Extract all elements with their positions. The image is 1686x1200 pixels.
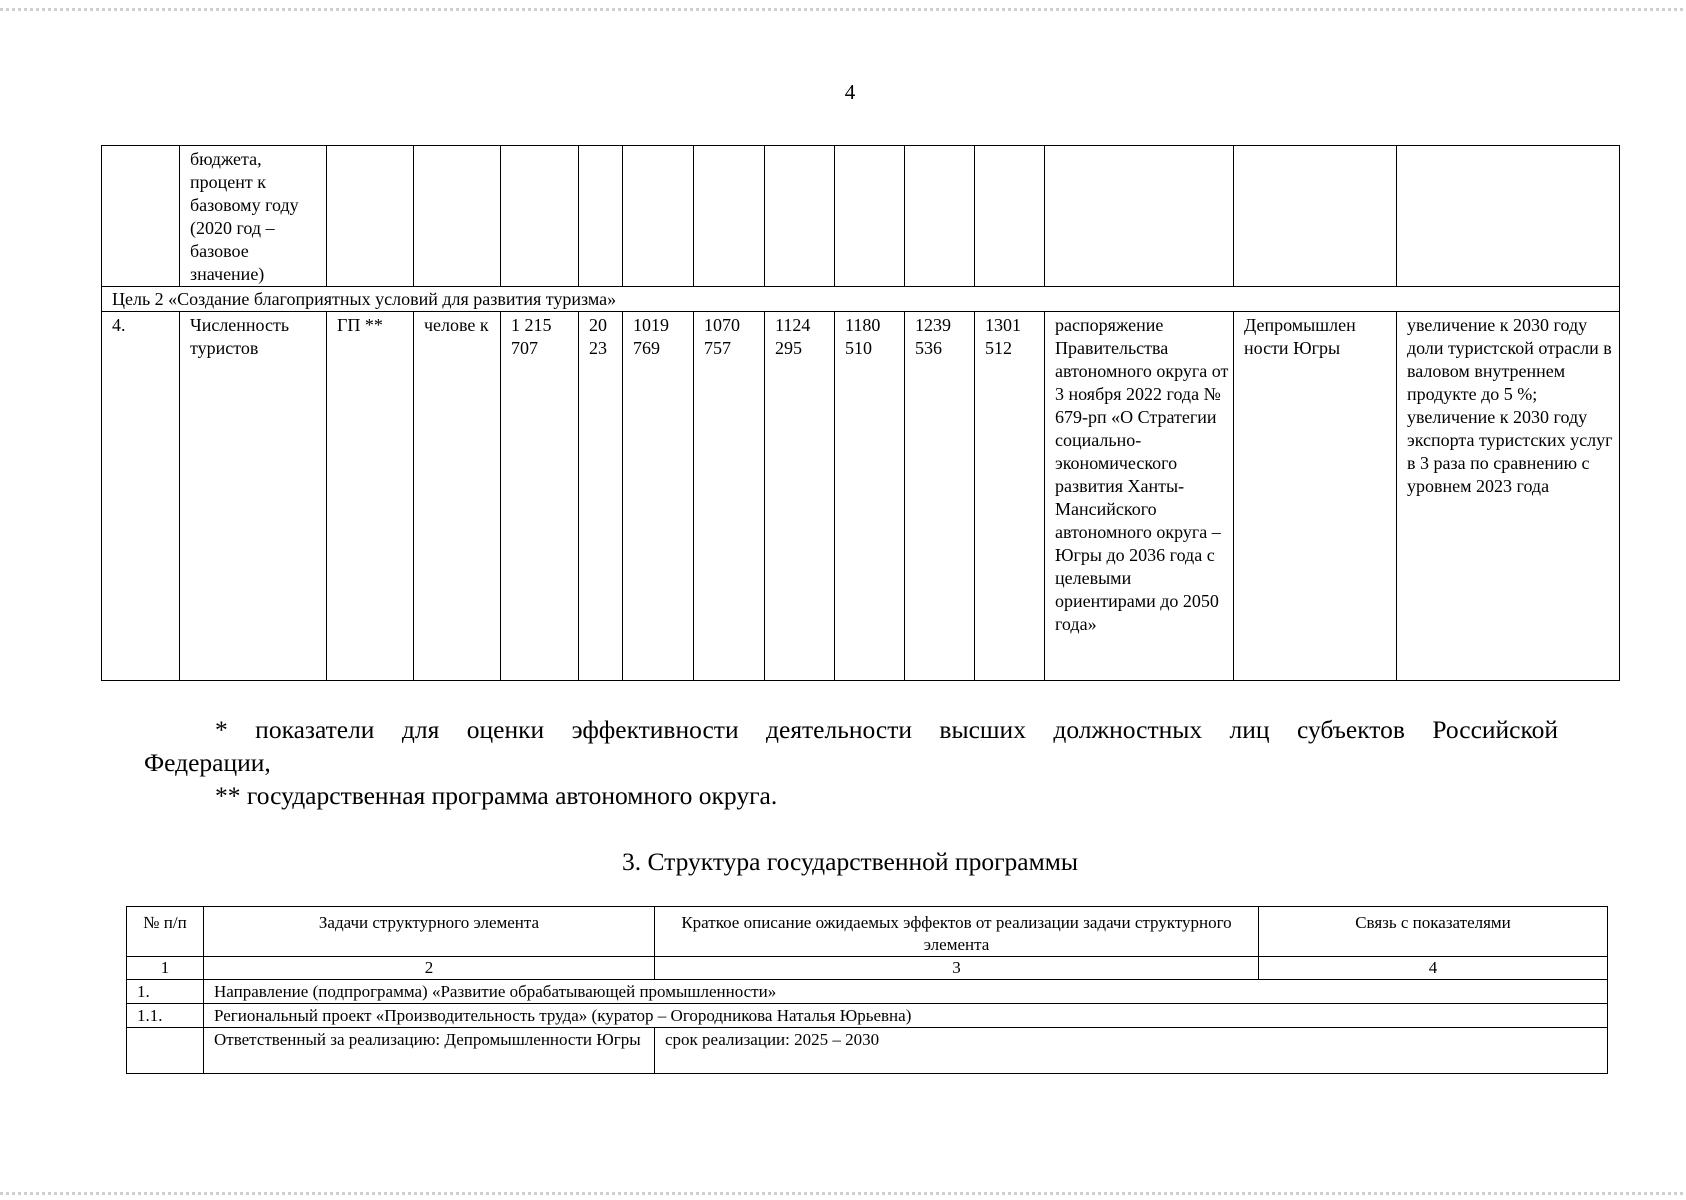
structure-table [126, 906, 1608, 1074]
table-row [102, 146, 1620, 287]
value-6: 1301 512 [975, 312, 1045, 681]
table-header-row [127, 907, 1608, 957]
direction-title: Направление (подпрограмма) «Развитие обрабатывающей промышленности» [204, 980, 1608, 1004]
footnote-1: * показатели для оценки эффективности деятельности высших должностных лиц субъектов Российской [215, 715, 1558, 744]
col-number-2: 2 [204, 957, 655, 980]
col-number-3: 3 [655, 957, 1259, 980]
indicator-number: 4. [102, 312, 180, 681]
indicator-responsible: Депромышлен ности Югры [1234, 312, 1397, 681]
indicator-unit: челове к [414, 312, 501, 681]
indicator-level: ГП ** [327, 312, 414, 681]
indicator-document: распоряжение Правительства автономного округа от 3 ноября 2022 года № 679-рп «О Стратегии социально-экономического развития Ханты-Мансийского автономного округа – Югры до 2036 года с целевыми ориентирами до 2050 года» [1045, 312, 1234, 681]
indicator-link: увеличение к 2030 году доли туристской отрасли в валовом внутреннем продукте до 5 %; увеличение к 2030 году экспорта туристских услуг в 3 раза по сравнению с уровнем 2023 года [1397, 312, 1620, 681]
indicator-name: Численность туристов [180, 312, 327, 681]
indicator-base-value: 1 215 707 [501, 312, 579, 681]
header-link: Связь с показателями [1259, 907, 1608, 957]
table-row [127, 980, 1608, 1004]
table-row [127, 1028, 1608, 1074]
section-title: 3. Структура государственной программы [621, 847, 1079, 876]
col-number-4: 4 [1259, 957, 1608, 980]
goal-title: Цель 2 «Создание благоприятных условий для развития туризма» [102, 287, 1620, 312]
scan-edge-top [0, 8, 1686, 11]
table-row [127, 1004, 1608, 1028]
row-number: 1. [127, 980, 204, 1004]
header-number: № п/п [127, 907, 204, 957]
table-row [102, 312, 1620, 681]
row-number: 1.1. [127, 1004, 204, 1028]
value-3: 1124 295 [765, 312, 835, 681]
value-5: 1239 536 [905, 312, 975, 681]
col-number-1: 1 [127, 957, 204, 980]
footnotes [144, 713, 1558, 812]
header-tasks: Задачи структурного элемента [204, 907, 655, 957]
indicators-table [101, 145, 1620, 681]
page-number: 4 [844, 80, 856, 104]
value-2: 1070 757 [694, 312, 765, 681]
term-cell: срок реализации: 2025 – 2030 [655, 1028, 1608, 1074]
goal-row [102, 287, 1620, 312]
project-title: Региональный проект «Производительность труда» (куратор – Огородникова Наталья Юрьевна) [204, 1004, 1608, 1028]
footnote-2: ** государственная программа автономного округа. [215, 781, 778, 810]
column-numbers-row [127, 957, 1608, 980]
scan-edge-bottom [0, 1192, 1686, 1195]
header-effects: Краткое описание ожидаемых эффектов от реализации задачи структурного элемента [655, 907, 1259, 957]
responsible-cell: Ответственный за реализацию: Депромышленности Югры [204, 1028, 655, 1074]
value-1: 1019 769 [623, 312, 694, 681]
indicator-base-year: 20 23 [579, 312, 623, 681]
footnote-1-continuation: Федерации, [144, 748, 271, 777]
value-4: 1180 510 [835, 312, 905, 681]
indicator-name-continuation: бюджета, процент к базовому году (2020 год – базовое значение) [180, 146, 327, 287]
